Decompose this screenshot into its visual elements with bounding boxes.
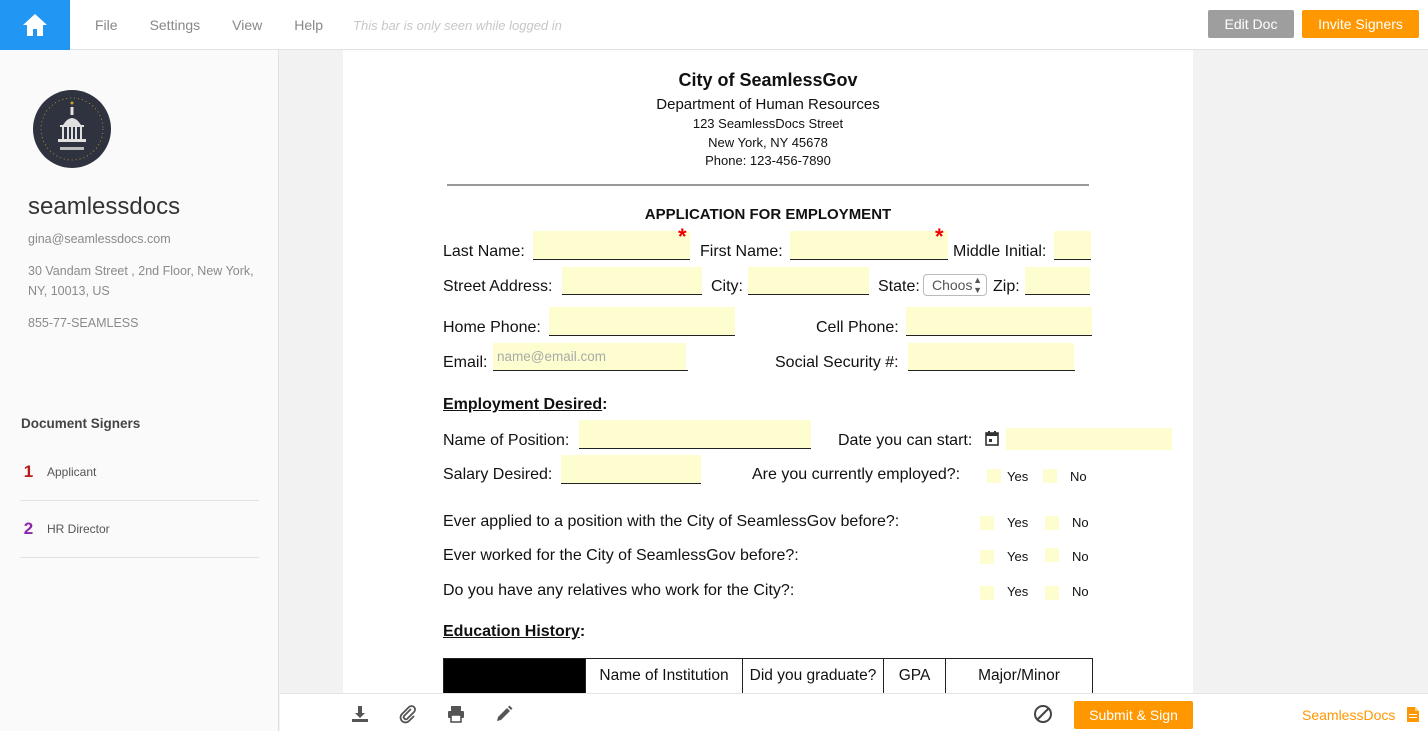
download-icon[interactable] [349, 703, 371, 725]
street-underline [562, 294, 702, 295]
signer-applicant[interactable] [20, 444, 259, 501]
start-date-label: Date you can start: [838, 432, 973, 449]
home-phone-underline [549, 335, 735, 336]
signer-name: HR Director [47, 522, 110, 536]
seamlessdocs-brand-link[interactable]: SeamlessDocs [1302, 707, 1396, 723]
relatives-yes-checkbox[interactable] [980, 586, 994, 600]
employment-desired-text: Employment Desired [443, 396, 603, 413]
state-select-value: Choos [932, 277, 973, 293]
state-select[interactable] [923, 274, 987, 296]
education-history-heading [443, 623, 585, 641]
submit-and-sign-button[interactable]: Submit & Sign [1074, 701, 1193, 729]
applied-before-label: Ever applied to a position with the City of SeamlessGov before?: [443, 513, 900, 530]
zip-underline [1025, 294, 1090, 295]
bottom-toolbar [280, 693, 1428, 731]
worked-yes-checkbox[interactable] [980, 550, 994, 564]
doc-department: Department of Human Resources [656, 96, 880, 113]
no-label: No [1072, 584, 1089, 599]
last-name-field[interactable] [533, 231, 690, 259]
city-underline [748, 294, 869, 295]
table-header: GPA [884, 659, 946, 694]
middle-initial-label: Middle Initial: [953, 243, 1047, 260]
menu-help[interactable]: Help [294, 17, 324, 33]
invite-signers-button[interactable]: Invite Signers [1302, 10, 1419, 38]
middle-initial-underline [1054, 259, 1091, 260]
doc-city-title: City of SeamlessGov [678, 70, 858, 90]
document-icon [1407, 707, 1419, 727]
last-name-underline [533, 259, 690, 260]
top-bar [0, 0, 1428, 50]
yes-label: Yes [1007, 549, 1029, 564]
sidebar [0, 50, 279, 731]
city-field[interactable] [748, 267, 869, 294]
ssn-label: Social Security #: [775, 354, 899, 371]
employment-desired-heading [443, 396, 607, 414]
education-history-text: Education History [443, 623, 580, 640]
ssn-underline [908, 370, 1075, 371]
position-label: Name of Position: [443, 432, 570, 449]
first-name-label: First Name: [700, 243, 783, 260]
doc-street: 123 SeamlessDocs Street [692, 116, 844, 131]
employed-yes-checkbox[interactable] [987, 469, 1001, 483]
paperclip-icon[interactable] [397, 703, 419, 725]
no-label: No [1070, 469, 1087, 484]
education-table [443, 658, 1093, 693]
position-field[interactable] [579, 420, 811, 448]
home-button[interactable] [0, 0, 70, 50]
organization-name: seamlessdocs [28, 193, 181, 220]
worked-before-label: Ever worked for the City of SeamlessGov before?: [443, 547, 799, 564]
city-label: City: [711, 278, 743, 295]
salary-field[interactable] [561, 455, 701, 483]
middle-initial-field[interactable] [1054, 231, 1091, 259]
header-divider [447, 184, 1089, 186]
print-icon[interactable] [445, 703, 467, 725]
no-label: No [1072, 515, 1089, 530]
table-header: Name of Institution [586, 659, 743, 694]
home-icon [22, 13, 48, 37]
home-phone-field[interactable] [549, 307, 735, 335]
required-asterisk: * [678, 224, 687, 249]
relatives-label: Do you have any relatives who work for the City?: [443, 582, 795, 599]
edit-doc-button[interactable]: Edit Doc [1208, 10, 1294, 38]
organization-phone: 855-77-SEAMLESS [28, 316, 139, 330]
yes-label: Yes [1007, 584, 1029, 599]
document-canvas [280, 50, 1428, 693]
cell-phone-label: Cell Phone: [816, 319, 899, 336]
decline-icon[interactable] [1032, 703, 1054, 725]
table-header: Did you graduate? [743, 659, 884, 694]
menu-view[interactable]: View [232, 17, 263, 33]
yes-label: Yes [1007, 515, 1029, 530]
table-header-blank [444, 659, 586, 694]
salary-underline [561, 483, 701, 484]
worked-no-checkbox[interactable] [1045, 548, 1059, 562]
organization-address: 30 Vandam Street , 2nd Floor, New York, NY, 10013, US [28, 264, 254, 298]
menu-file[interactable]: File [95, 17, 118, 33]
signer-name: Applicant [47, 465, 97, 479]
start-date-field[interactable] [1006, 428, 1172, 450]
applied-yes-checkbox[interactable] [980, 516, 994, 530]
currently-employed-label: Are you currently employed?: [752, 466, 961, 483]
cell-phone-underline [906, 335, 1092, 336]
document-signers-title: Document Signers [21, 416, 141, 431]
form-title: APPLICATION FOR EMPLOYMENT [644, 206, 892, 223]
last-name-label: Last Name: [443, 243, 525, 260]
pencil-icon[interactable] [493, 703, 515, 725]
email-label: Email: [443, 354, 488, 371]
table-header: Major/Minor [946, 659, 1093, 694]
salary-label: Salary Desired: [443, 466, 553, 483]
signer-number: 1 [23, 462, 34, 481]
organization-logo [32, 89, 112, 169]
street-address-field[interactable] [562, 267, 702, 294]
email-underline [493, 370, 688, 371]
doc-citystate: New York, NY 45678 [708, 135, 828, 150]
zip-label: Zip: [993, 278, 1020, 295]
first-name-field[interactable] [790, 231, 948, 259]
heading-colon: : [602, 396, 608, 413]
doc-phone: Phone: 123-456-7890 [705, 153, 831, 168]
signer-hr-director[interactable] [20, 501, 259, 558]
logged-in-hint: This bar is only seen while logged in [353, 17, 562, 33]
applied-no-checkbox[interactable] [1045, 516, 1059, 530]
employed-no-checkbox[interactable] [1043, 469, 1057, 483]
required-asterisk: * [935, 224, 944, 249]
calendar-icon[interactable] [985, 431, 999, 451]
organization-email: gina@seamlessdocs.com [28, 232, 171, 246]
home-phone-label: Home Phone: [443, 319, 541, 336]
document-page [343, 50, 1193, 693]
zip-field[interactable] [1025, 267, 1090, 294]
yes-label: Yes [1007, 469, 1029, 484]
signer-number: 2 [23, 519, 34, 538]
heading-colon: : [579, 623, 586, 640]
street-address-label: Street Address: [443, 278, 553, 295]
position-underline [579, 448, 811, 449]
first-name-underline [790, 259, 948, 260]
state-label: State: [878, 278, 920, 295]
email-field[interactable]: name@email.com [493, 343, 686, 370]
ssn-field[interactable] [908, 343, 1074, 370]
cell-phone-field[interactable] [906, 307, 1092, 335]
no-label: No [1072, 549, 1089, 564]
menu-bar [95, 0, 594, 50]
menu-settings[interactable]: Settings [149, 17, 201, 33]
table-row [444, 659, 1093, 694]
relatives-no-checkbox[interactable] [1045, 586, 1059, 600]
select-arrows-icon: ▲ ▼ [973, 275, 982, 295]
